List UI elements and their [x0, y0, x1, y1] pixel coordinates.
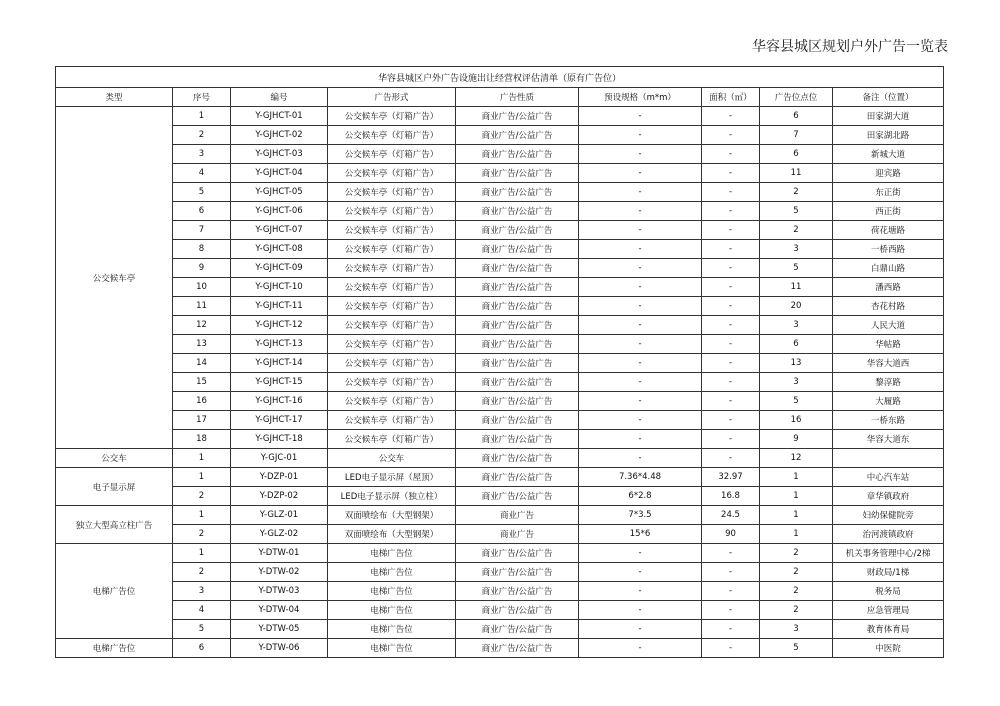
- row-form: 双面喷绘布（大型钢架）: [328, 525, 456, 544]
- row-spec: 7*3.5: [579, 506, 702, 525]
- row-note: 大履路: [833, 392, 944, 411]
- table-body: [56, 107, 944, 658]
- row-points: 2: [760, 563, 833, 582]
- row-area: 16.8: [702, 487, 760, 506]
- row-no: 8: [173, 240, 231, 259]
- table-row: [56, 240, 944, 259]
- table-row: [56, 430, 944, 449]
- row-area: 90: [702, 525, 760, 544]
- row-points: 16: [760, 411, 833, 430]
- row-code: Y-GJHCT-18: [231, 430, 328, 449]
- table-row: [56, 202, 944, 221]
- col-header-points: 广告位点位: [760, 88, 833, 107]
- group-type-cell: 电梯广告位: [56, 544, 173, 639]
- row-code: Y-DTW-03: [231, 582, 328, 601]
- row-form: 电梯广告位: [328, 582, 456, 601]
- row-form: 公交候车亭（灯箱广告）: [328, 240, 456, 259]
- row-form: 公交候车亭（灯箱广告）: [328, 354, 456, 373]
- row-spec: -: [579, 639, 702, 658]
- row-note: 田家湖大道: [833, 107, 944, 126]
- row-points: 2: [760, 544, 833, 563]
- row-nature: 商业广告/公益广告: [456, 145, 579, 164]
- row-nature: 商业广告/公益广告: [456, 259, 579, 278]
- row-points: 3: [760, 373, 833, 392]
- row-form: 公交候车亭（灯箱广告）: [328, 430, 456, 449]
- row-area: -: [702, 126, 760, 145]
- row-points: 2: [760, 601, 833, 620]
- row-points: 1: [760, 487, 833, 506]
- row-nature: 商业广告/公益广告: [456, 126, 579, 145]
- row-no: 2: [173, 487, 231, 506]
- row-spec: -: [579, 164, 702, 183]
- row-form: 双面喷绘布（大型钢架）: [328, 506, 456, 525]
- row-code: Y-GJHCT-13: [231, 335, 328, 354]
- row-nature: 商业广告/公益广告: [456, 240, 579, 259]
- row-form: 公交候车亭（灯箱广告）: [328, 164, 456, 183]
- row-note: 财政局/1梯: [833, 563, 944, 582]
- row-no: 12: [173, 316, 231, 335]
- row-nature: 商业广告/公益广告: [456, 183, 579, 202]
- row-area: -: [702, 620, 760, 639]
- row-spec: -: [579, 411, 702, 430]
- table-row: [56, 107, 944, 126]
- row-spec: -: [579, 563, 702, 582]
- row-points: 6: [760, 107, 833, 126]
- row-note: 中心汽车站: [833, 468, 944, 487]
- row-spec: -: [579, 544, 702, 563]
- row-points: 20: [760, 297, 833, 316]
- col-header-spec: 预设规格（m*m）: [579, 88, 702, 107]
- col-header-code: 编号: [231, 88, 328, 107]
- row-note: 华帖路: [833, 335, 944, 354]
- row-points: 6: [760, 145, 833, 164]
- row-note: 潘西路: [833, 278, 944, 297]
- table-row: [56, 449, 944, 468]
- row-code: Y-GJHCT-17: [231, 411, 328, 430]
- row-no: 11: [173, 297, 231, 316]
- row-nature: 商业广告/公益广告: [456, 297, 579, 316]
- row-no: 1: [173, 107, 231, 126]
- col-header-nature: 广告性质: [456, 88, 579, 107]
- row-code: Y-DTW-01: [231, 544, 328, 563]
- row-points: 3: [760, 620, 833, 639]
- row-points: 11: [760, 278, 833, 297]
- col-header-type: 类型: [56, 88, 173, 107]
- row-code: Y-GJHCT-14: [231, 354, 328, 373]
- row-points: 9: [760, 430, 833, 449]
- row-code: Y-GJHCT-10: [231, 278, 328, 297]
- row-note: 一桥东路: [833, 411, 944, 430]
- row-no: 2: [173, 126, 231, 145]
- row-no: 1: [173, 506, 231, 525]
- row-form: 公交候车亭（灯箱广告）: [328, 259, 456, 278]
- ad-inventory-table: [55, 66, 944, 658]
- row-spec: -: [579, 126, 702, 145]
- row-points: 1: [760, 506, 833, 525]
- row-code: Y-GJHCT-06: [231, 202, 328, 221]
- row-nature: 商业广告/公益广告: [456, 411, 579, 430]
- table-row: [56, 373, 944, 392]
- row-no: 6: [173, 639, 231, 658]
- row-points: 7: [760, 126, 833, 145]
- table-row: [56, 601, 944, 620]
- table-row: [56, 335, 944, 354]
- table-row: [56, 411, 944, 430]
- row-form: 公交候车亭（灯箱广告）: [328, 126, 456, 145]
- row-code: Y-GJHCT-11: [231, 297, 328, 316]
- row-code: Y-GJHCT-09: [231, 259, 328, 278]
- row-note: 一桥西路: [833, 240, 944, 259]
- row-note: 华容大道东: [833, 430, 944, 449]
- row-nature: 商业广告: [456, 506, 579, 525]
- row-form: LED电子显示屏（屋顶）: [328, 468, 456, 487]
- row-note: 迎宾路: [833, 164, 944, 183]
- table-row: [56, 620, 944, 639]
- table-row: [56, 259, 944, 278]
- table-row: [56, 221, 944, 240]
- row-area: -: [702, 563, 760, 582]
- col-header-no: 序号: [173, 88, 231, 107]
- row-note: 应急管理局: [833, 601, 944, 620]
- row-code: Y-GJC-01: [231, 449, 328, 468]
- row-note: 中医院: [833, 639, 944, 658]
- table-row: [56, 639, 944, 658]
- row-note: 杏花村路: [833, 297, 944, 316]
- group-type-cell: 公交候车亭: [56, 107, 173, 449]
- row-area: 32.97: [702, 468, 760, 487]
- row-no: 3: [173, 145, 231, 164]
- row-area: -: [702, 316, 760, 335]
- row-note: 新城大道: [833, 145, 944, 164]
- row-note: 教育体育局: [833, 620, 944, 639]
- row-spec: -: [579, 430, 702, 449]
- row-area: -: [702, 373, 760, 392]
- row-nature: 商业广告/公益广告: [456, 316, 579, 335]
- row-spec: -: [579, 449, 702, 468]
- row-form: 公交候车亭（灯箱广告）: [328, 316, 456, 335]
- row-code: Y-GLZ-01: [231, 506, 328, 525]
- row-no: 5: [173, 183, 231, 202]
- table-row: [56, 126, 944, 145]
- row-area: -: [702, 202, 760, 221]
- row-form: 公交候车亭（灯箱广告）: [328, 392, 456, 411]
- row-form: 公交候车亭（灯箱广告）: [328, 278, 456, 297]
- row-area: -: [702, 259, 760, 278]
- row-form: 公交候车亭（灯箱广告）: [328, 373, 456, 392]
- table-row: [56, 506, 944, 525]
- row-spec: -: [579, 582, 702, 601]
- col-header-form: 广告形式: [328, 88, 456, 107]
- row-nature: 商业广告/公益广告: [456, 430, 579, 449]
- table-row: [56, 544, 944, 563]
- row-area: -: [702, 183, 760, 202]
- col-header-note: 备注（位置）: [833, 88, 944, 107]
- row-points: 6: [760, 335, 833, 354]
- row-nature: 商业广告/公益广告: [456, 639, 579, 658]
- table-row: [56, 183, 944, 202]
- row-spec: 6*2.8: [579, 487, 702, 506]
- row-spec: 7.36*4.48: [579, 468, 702, 487]
- group-type-cell: 电梯广告位: [56, 639, 173, 658]
- row-form: 电梯广告位: [328, 544, 456, 563]
- row-area: -: [702, 449, 760, 468]
- row-note: 华容大道西: [833, 354, 944, 373]
- table-row: [56, 487, 944, 506]
- table-title: 华容县城区户外广告设施出让经营权评估清单（原有广告位）: [56, 67, 944, 88]
- row-no: 1: [173, 468, 231, 487]
- row-code: Y-GJHCT-15: [231, 373, 328, 392]
- row-form: 电梯广告位: [328, 620, 456, 639]
- row-code: Y-GJHCT-04: [231, 164, 328, 183]
- row-code: Y-GJHCT-08: [231, 240, 328, 259]
- row-code: Y-GJHCT-07: [231, 221, 328, 240]
- row-spec: -: [579, 145, 702, 164]
- row-form: LED电子显示屏（独立柱）: [328, 487, 456, 506]
- row-area: -: [702, 278, 760, 297]
- row-nature: 商业广告/公益广告: [456, 487, 579, 506]
- row-area: -: [702, 392, 760, 411]
- row-code: Y-GJHCT-12: [231, 316, 328, 335]
- row-nature: 商业广告/公益广告: [456, 449, 579, 468]
- row-spec: -: [579, 335, 702, 354]
- row-form: 电梯广告位: [328, 563, 456, 582]
- row-nature: 商业广告/公益广告: [456, 164, 579, 183]
- row-no: 1: [173, 449, 231, 468]
- row-no: 14: [173, 354, 231, 373]
- row-points: 1: [760, 525, 833, 544]
- row-note: 田家湖北路: [833, 126, 944, 145]
- table-row: [56, 278, 944, 297]
- header-row: [56, 88, 944, 107]
- row-note: 西正街: [833, 202, 944, 221]
- group-type-cell: 公交车: [56, 449, 173, 468]
- row-no: 6: [173, 202, 231, 221]
- row-points: 5: [760, 259, 833, 278]
- row-area: -: [702, 107, 760, 126]
- row-note: 荷花塘路: [833, 221, 944, 240]
- row-form: 公交候车亭（灯箱广告）: [328, 202, 456, 221]
- row-spec: -: [579, 278, 702, 297]
- table-row: [56, 316, 944, 335]
- row-code: Y-DTW-02: [231, 563, 328, 582]
- row-spec: -: [579, 354, 702, 373]
- row-no: 18: [173, 430, 231, 449]
- table-row: [56, 145, 944, 164]
- row-nature: 商业广告/公益广告: [456, 601, 579, 620]
- row-spec: -: [579, 316, 702, 335]
- row-note: 东正街: [833, 183, 944, 202]
- row-no: 2: [173, 563, 231, 582]
- row-form: 公交候车亭（灯箱广告）: [328, 221, 456, 240]
- row-code: Y-GJHCT-16: [231, 392, 328, 411]
- row-area: -: [702, 411, 760, 430]
- row-form: 公交候车亭（灯箱广告）: [328, 411, 456, 430]
- row-nature: 商业广告/公益广告: [456, 107, 579, 126]
- row-spec: -: [579, 221, 702, 240]
- row-points: 11: [760, 164, 833, 183]
- row-note: 机关事务管理中心/2梯: [833, 544, 944, 563]
- row-nature: 商业广告/公益广告: [456, 468, 579, 487]
- row-code: Y-GJHCT-05: [231, 183, 328, 202]
- row-form: 公交候车亭（灯箱广告）: [328, 107, 456, 126]
- group-type-cell: 电子显示屏: [56, 468, 173, 506]
- table-row: [56, 164, 944, 183]
- row-code: Y-DTW-05: [231, 620, 328, 639]
- table-row: [56, 297, 944, 316]
- row-spec: -: [579, 259, 702, 278]
- row-area: -: [702, 582, 760, 601]
- row-nature: 商业广告/公益广告: [456, 544, 579, 563]
- row-spec: -: [579, 392, 702, 411]
- row-code: Y-GJHCT-03: [231, 145, 328, 164]
- row-note: 税务局: [833, 582, 944, 601]
- row-code: Y-GJHCT-01: [231, 107, 328, 126]
- row-points: 12: [760, 449, 833, 468]
- row-points: 3: [760, 316, 833, 335]
- row-area: -: [702, 297, 760, 316]
- row-form: 电梯广告位: [328, 639, 456, 658]
- row-nature: 商业广告/公益广告: [456, 335, 579, 354]
- row-no: 9: [173, 259, 231, 278]
- table-row: [56, 392, 944, 411]
- row-no: 4: [173, 164, 231, 183]
- row-spec: -: [579, 373, 702, 392]
- row-nature: 商业广告/公益广告: [456, 278, 579, 297]
- row-nature: 商业广告/公益广告: [456, 392, 579, 411]
- table-row: [56, 525, 944, 544]
- row-area: -: [702, 335, 760, 354]
- row-code: Y-GJHCT-02: [231, 126, 328, 145]
- row-form: 公交候车亭（灯箱广告）: [328, 145, 456, 164]
- row-spec: -: [579, 620, 702, 639]
- row-spec: -: [579, 107, 702, 126]
- row-note: 白鼎山路: [833, 259, 944, 278]
- row-points: 3: [760, 240, 833, 259]
- row-nature: 商业广告/公益广告: [456, 221, 579, 240]
- row-area: -: [702, 544, 760, 563]
- row-no: 3: [173, 582, 231, 601]
- row-note: [833, 449, 944, 468]
- row-no: 2: [173, 525, 231, 544]
- row-area: -: [702, 639, 760, 658]
- row-area: -: [702, 430, 760, 449]
- row-points: 2: [760, 183, 833, 202]
- row-note: 治河渡镇政府: [833, 525, 944, 544]
- row-code: Y-DZP-01: [231, 468, 328, 487]
- row-points: 5: [760, 392, 833, 411]
- row-points: 2: [760, 582, 833, 601]
- row-nature: 商业广告/公益广告: [456, 373, 579, 392]
- row-spec: -: [579, 183, 702, 202]
- row-spec: -: [579, 202, 702, 221]
- row-spec: -: [579, 601, 702, 620]
- row-note: 黎淳路: [833, 373, 944, 392]
- row-nature: 商业广告/公益广告: [456, 563, 579, 582]
- row-no: 4: [173, 601, 231, 620]
- row-points: 1: [760, 468, 833, 487]
- row-code: Y-GLZ-02: [231, 525, 328, 544]
- row-no: 10: [173, 278, 231, 297]
- table-row: [56, 582, 944, 601]
- row-note: 人民大道: [833, 316, 944, 335]
- row-points: 5: [760, 639, 833, 658]
- row-no: 17: [173, 411, 231, 430]
- row-no: 7: [173, 221, 231, 240]
- row-form: 公交车: [328, 449, 456, 468]
- table-row: [56, 563, 944, 582]
- row-points: 2: [760, 221, 833, 240]
- row-nature: 商业广告/公益广告: [456, 354, 579, 373]
- row-form: 电梯广告位: [328, 601, 456, 620]
- table-row: [56, 468, 944, 487]
- row-spec: -: [579, 297, 702, 316]
- row-note: 章华镇政府: [833, 487, 944, 506]
- row-code: Y-DTW-04: [231, 601, 328, 620]
- row-code: Y-DZP-02: [231, 487, 328, 506]
- row-area: -: [702, 164, 760, 183]
- row-points: 5: [760, 202, 833, 221]
- row-spec: -: [579, 240, 702, 259]
- row-form: 公交候车亭（灯箱广告）: [328, 183, 456, 202]
- row-area: -: [702, 145, 760, 164]
- row-points: 13: [760, 354, 833, 373]
- row-form: 公交候车亭（灯箱广告）: [328, 335, 456, 354]
- row-note: 妇幼保健院旁: [833, 506, 944, 525]
- row-nature: 商业广告/公益广告: [456, 202, 579, 221]
- row-no: 16: [173, 392, 231, 411]
- row-no: 15: [173, 373, 231, 392]
- col-header-area: 面积（㎡）: [702, 88, 760, 107]
- row-area: -: [702, 221, 760, 240]
- row-area: -: [702, 354, 760, 373]
- row-no: 1: [173, 544, 231, 563]
- row-nature: 商业广告/公益广告: [456, 620, 579, 639]
- row-area: 24.5: [702, 506, 760, 525]
- row-nature: 商业广告/公益广告: [456, 582, 579, 601]
- row-form: 公交候车亭（灯箱广告）: [328, 297, 456, 316]
- group-type-cell: 独立大型高立柱广告: [56, 506, 173, 544]
- row-no: 5: [173, 620, 231, 639]
- row-nature: 商业广告: [456, 525, 579, 544]
- row-area: -: [702, 240, 760, 259]
- row-no: 13: [173, 335, 231, 354]
- page-header: 华容县城区规划户外广告一览表: [752, 39, 948, 55]
- table-row: [56, 354, 944, 373]
- row-spec: 15*6: [579, 525, 702, 544]
- row-area: -: [702, 601, 760, 620]
- row-code: Y-DTW-06: [231, 639, 328, 658]
